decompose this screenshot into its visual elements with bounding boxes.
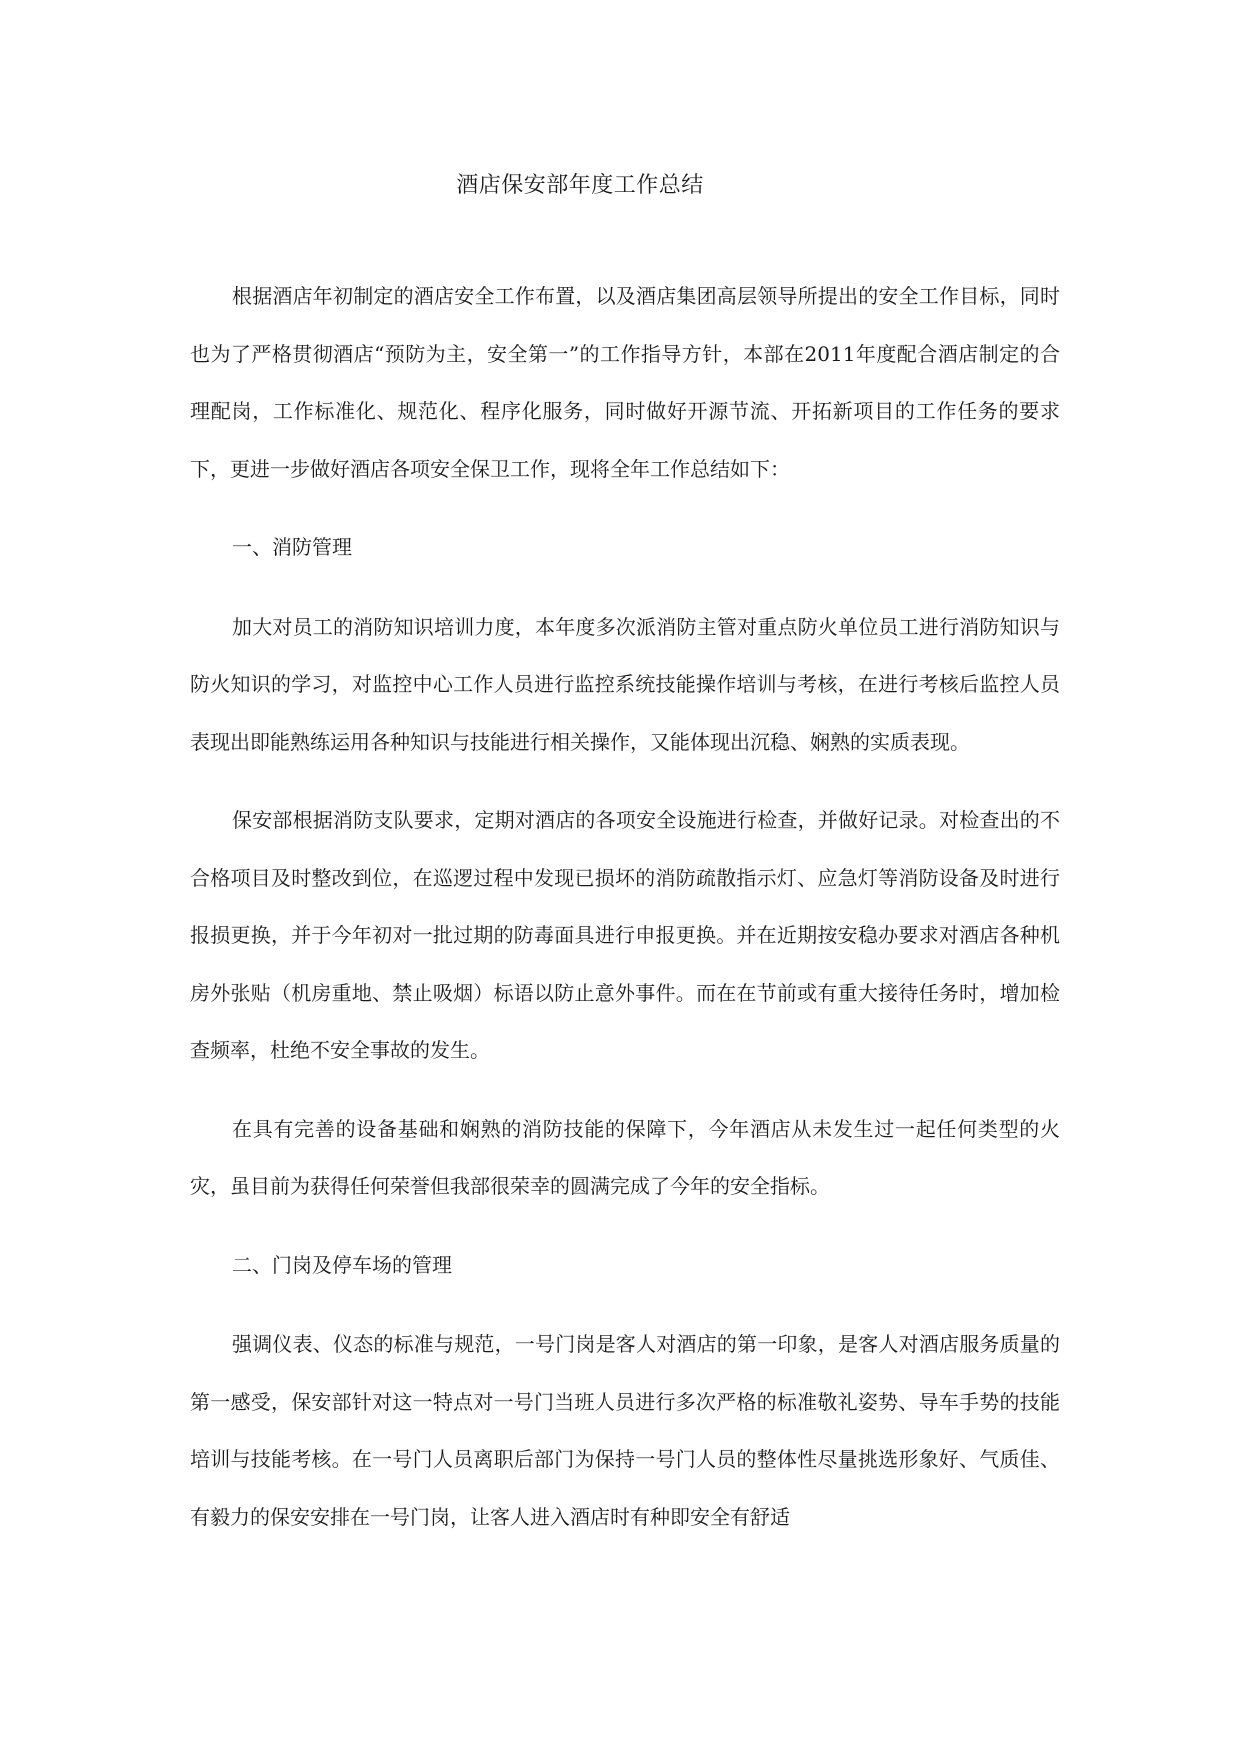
section-heading-gate-parking: 二、门岗及停车场的管理 (232, 1252, 452, 1277)
paragraph-fire-training: 加大对员工的消防知识培训力度，本年度多次派消防主管对重点防火单位员工进行消防知识与防火知识的学习，对监控中心工作人员进行监控系统技能操作培训与考核，在进行考核后监控人员表现出即能熟练运用各种知识与技能进行相关操作，又能体现出沉稳、娴熟的实质表现。 (190, 614, 1060, 754)
section-heading-fire-management: 一、消防管理 (232, 535, 352, 559)
paragraph-fire-inspection: 保安部根据消防支队要求，定期对酒店的各项安全设施进行检查，并做好记录。对检查出的不合格项目及时整改到位，在巡逻过程中发现已损坏的消防疏散指示灯、应急灯等消防设备及时进行报损更换，并于今年初对一批过期的防毒面具进行申报更换。并在近期按安稳办要求对酒店各种机房外张贴（机房重地、禁止吸烟）标语以防止意外事件。而在在节前或有重大接待任务时，增加检查频率，杜绝不安全事故的发生。 (190, 808, 1060, 1062)
document-body (190, 268, 1060, 1567)
paragraph-intro: 根据酒店年初制定的酒店安全工作布置，以及酒店集团高层领导所提出的安全工作目标，同时也为了严格贯彻酒店“预防为主，安全第一”的工作指导方针，本部在2011年度配合酒店制定的合理配岗，工作标准化、规范化、程序化服务，同时做好开源节流、开拓新项目的工作任务的要求下，更进一步做好酒店各项安全保卫工作，现将全年工作总结如下： (190, 284, 1060, 481)
paragraph-gate-standards: 强调仪表、仪态的标准与规范，一号门岗是客人对酒店的第一印象，是客人对酒店服务质量的第一感受，保安部针对这一特点对一号门当班人员进行多次严格的标准敬礼姿势、导车手势的技能培训与技能考核。在一号门人员离职后部门为保持一号门人员的整体性尽量挑选形象好、气质佳、有毅力的保安安排在一号门岗，让客人进入酒店时有种即安全有舒适 (190, 1332, 1060, 1529)
paragraph-fire-result: 在具有完善的设备基础和娴熟的消防技能的保障下，今年酒店从未发生过一起任何类型的火灾，虽目前为获得任何荣誉但我部很荣幸的圆满完成了今年的安全指标。 (190, 1116, 1060, 1198)
document-title: 酒店保安部年度工作总结 (456, 173, 704, 198)
